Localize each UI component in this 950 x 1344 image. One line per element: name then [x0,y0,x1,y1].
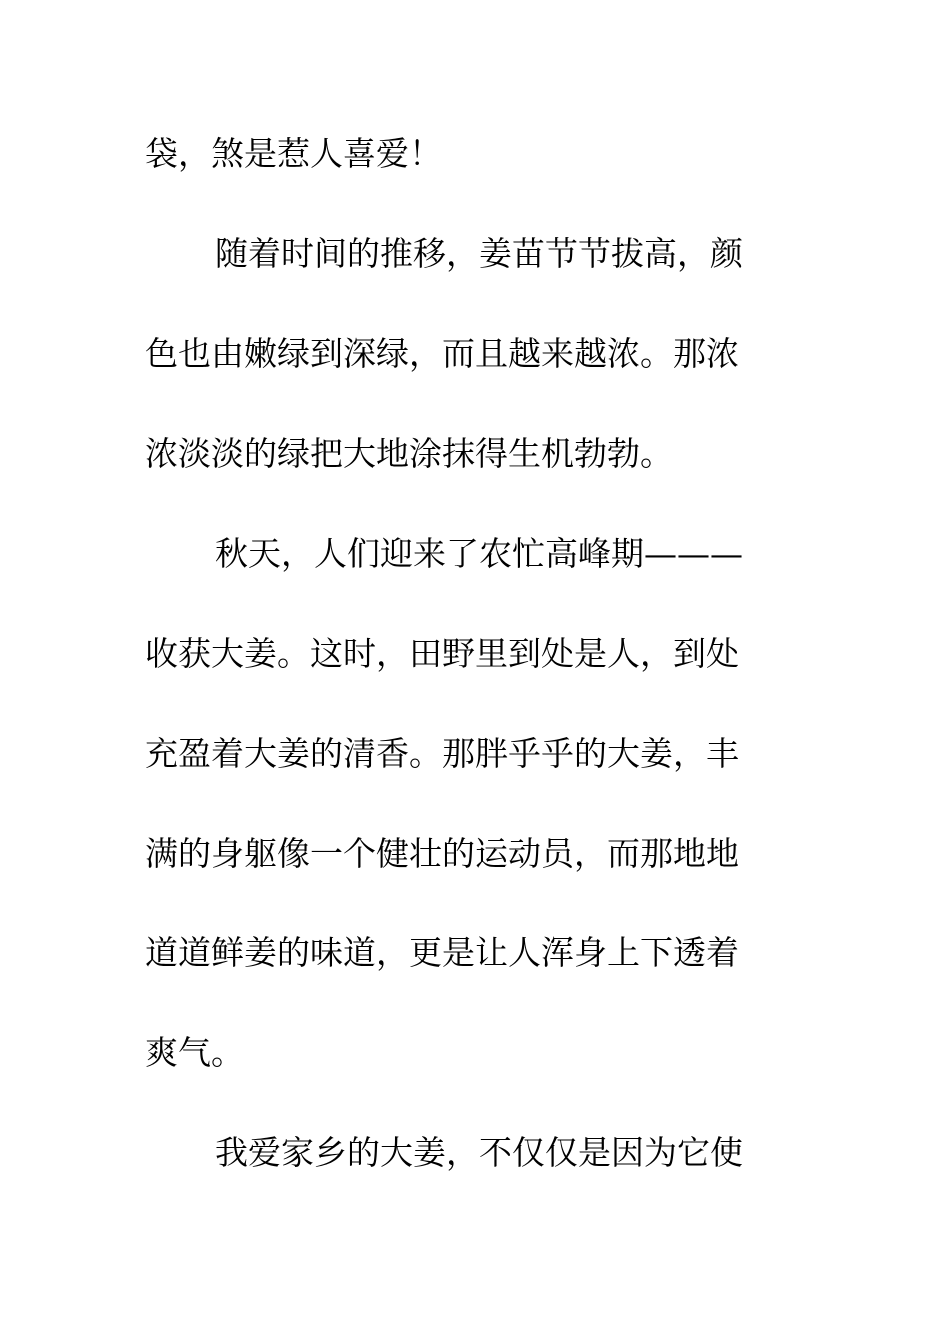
paragraph-start-line-11: 我爱家乡的大姜，不仅仅是因为它使 [215,1133,743,1172]
text-line-3: 色也由嫩绿到深绿，而且越来越浓。那浓 [145,334,739,373]
text-line-8: 满的身躯像一个健壮的运动员，而那地地 [145,834,739,873]
paragraph-start-line-2: 随着时间的推移，姜苗节节拔高，颜 [215,234,743,273]
text-line-7: 充盈着大姜的清香。那胖乎乎的大姜，丰 [145,734,739,773]
text-line-1: 袋，煞是惹人喜爱！ [145,134,442,173]
paragraph-start-line-5: 秋天，人们迎来了农忙高峰期——— [215,534,743,573]
text-line-4: 浓淡淡的绿把大地涂抹得生机勃勃。 [145,434,673,473]
text-line-6: 收获大姜。这时，田野里到处是人，到处 [145,634,739,673]
text-line-9: 道道鲜姜的味道，更是让人浑身上下透着 [145,933,739,972]
text-line-10: 爽气。 [145,1033,244,1072]
